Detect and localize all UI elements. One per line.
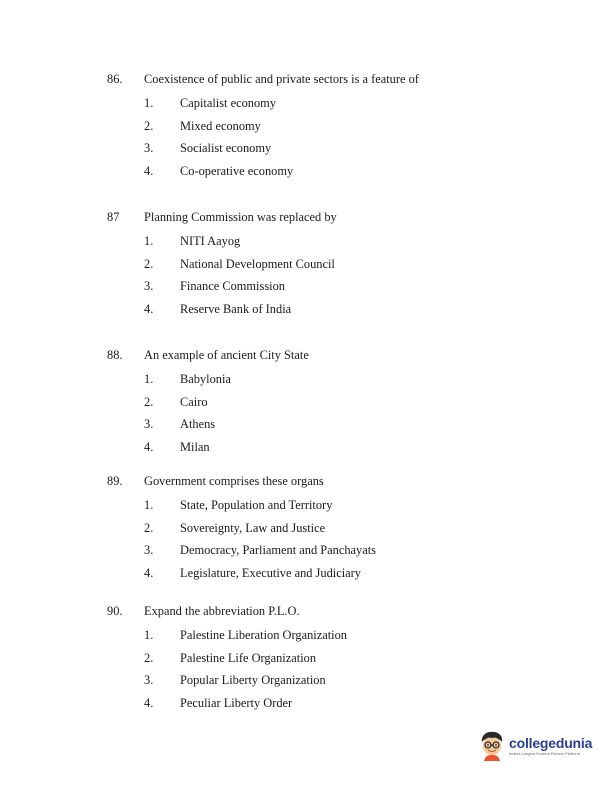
question-text: Government comprises these organs [144, 474, 324, 488]
option-number: 4. [144, 163, 154, 178]
option-text: Popular Liberty Organization [180, 673, 326, 687]
options-list [0, 234, 612, 324]
option-item [0, 440, 612, 463]
question-89 [0, 474, 612, 588]
question-86 [0, 72, 612, 186]
logo-text [509, 736, 592, 757]
mascot-icon [478, 730, 506, 762]
option-item [0, 395, 612, 418]
collegedunia-logo [478, 728, 598, 764]
question-number: 87 [107, 210, 120, 224]
option-number: 1. [144, 498, 154, 512]
option-number: 1. [144, 234, 154, 248]
option-number: 3. [144, 141, 154, 155]
option-number: 3. [144, 673, 154, 687]
option-number: 3. [144, 417, 154, 431]
option-text: Babylonia [180, 372, 231, 386]
option-number: 4. [144, 439, 154, 454]
option-item [0, 628, 612, 651]
option-text: Peculiar Liberty Order [180, 695, 293, 710]
question-line [0, 210, 612, 232]
option-number: 1. [144, 628, 154, 642]
option-text: NITI Aayog [180, 234, 241, 248]
option-item [0, 372, 612, 395]
option-number: 4. [144, 695, 154, 710]
question-line [0, 604, 612, 626]
question-line [0, 72, 612, 94]
question-number: 90. [107, 604, 123, 618]
option-text: National Development Council [180, 256, 335, 271]
option-item [0, 164, 612, 187]
option-item [0, 257, 612, 280]
option-text: Legislature, Executive and Judiciary [180, 565, 361, 580]
option-item [0, 234, 612, 257]
options-list [0, 498, 612, 588]
option-item [0, 673, 612, 696]
question-number: 88. [107, 348, 123, 362]
options-list [0, 628, 612, 718]
option-number: 3. [144, 279, 154, 293]
option-text: State, Population and Territory [180, 498, 333, 512]
option-item [0, 521, 612, 544]
option-item [0, 141, 612, 164]
logo-name: collegedunia [509, 734, 593, 751]
options-list [0, 372, 612, 462]
option-text: Palestine Liberation Organization [180, 628, 347, 642]
option-number: 2. [144, 118, 154, 133]
option-text: Milan [180, 439, 210, 454]
question-text: An example of ancient City State [144, 348, 309, 362]
option-text: Capitalist economy [180, 96, 277, 110]
option-number: 3. [144, 543, 154, 557]
option-number: 2. [144, 394, 154, 409]
question-text: Coexistence of public and private sectors is a feature of [144, 72, 419, 86]
option-item [0, 96, 612, 119]
option-number: 2. [144, 520, 154, 535]
option-item [0, 302, 612, 325]
option-item [0, 279, 612, 302]
option-text: Finance Commission [180, 279, 285, 293]
option-text: Reserve Bank of India [180, 301, 292, 316]
option-number: 1. [144, 96, 154, 110]
option-text: Mixed economy [180, 118, 261, 133]
question-90 [0, 604, 612, 718]
option-number: 2. [144, 650, 154, 665]
question-line [0, 348, 612, 370]
option-text: Palestine Life Organization [180, 650, 317, 665]
option-item [0, 543, 612, 566]
option-text: Sovereignty, Law and Justice [180, 520, 326, 535]
option-item [0, 651, 612, 674]
question-87 [0, 210, 612, 324]
question-line [0, 474, 612, 496]
question-88 [0, 348, 612, 462]
question-text: Planning Commission was replaced by [144, 210, 337, 224]
logo-tagline: India's Largest Student Review Platform [509, 750, 581, 756]
option-item [0, 119, 612, 142]
option-text: Cairo [180, 394, 208, 409]
option-item [0, 417, 612, 440]
option-number: 4. [144, 301, 154, 316]
option-number: 1. [144, 372, 154, 386]
option-item [0, 566, 612, 589]
option-text: Co-operative economy [180, 163, 294, 178]
option-text: Athens [180, 417, 216, 431]
question-number: 89. [107, 474, 123, 488]
option-text: Socialist economy [180, 141, 272, 155]
question-number: 86. [107, 72, 123, 86]
option-item [0, 498, 612, 521]
options-list [0, 96, 612, 186]
question-text: Expand the abbreviation P.L.O. [144, 604, 300, 618]
option-item [0, 696, 612, 719]
option-text: Democracy, Parliament and Panchayats [180, 543, 376, 557]
option-number: 2. [144, 256, 154, 271]
option-number: 4. [144, 565, 154, 580]
